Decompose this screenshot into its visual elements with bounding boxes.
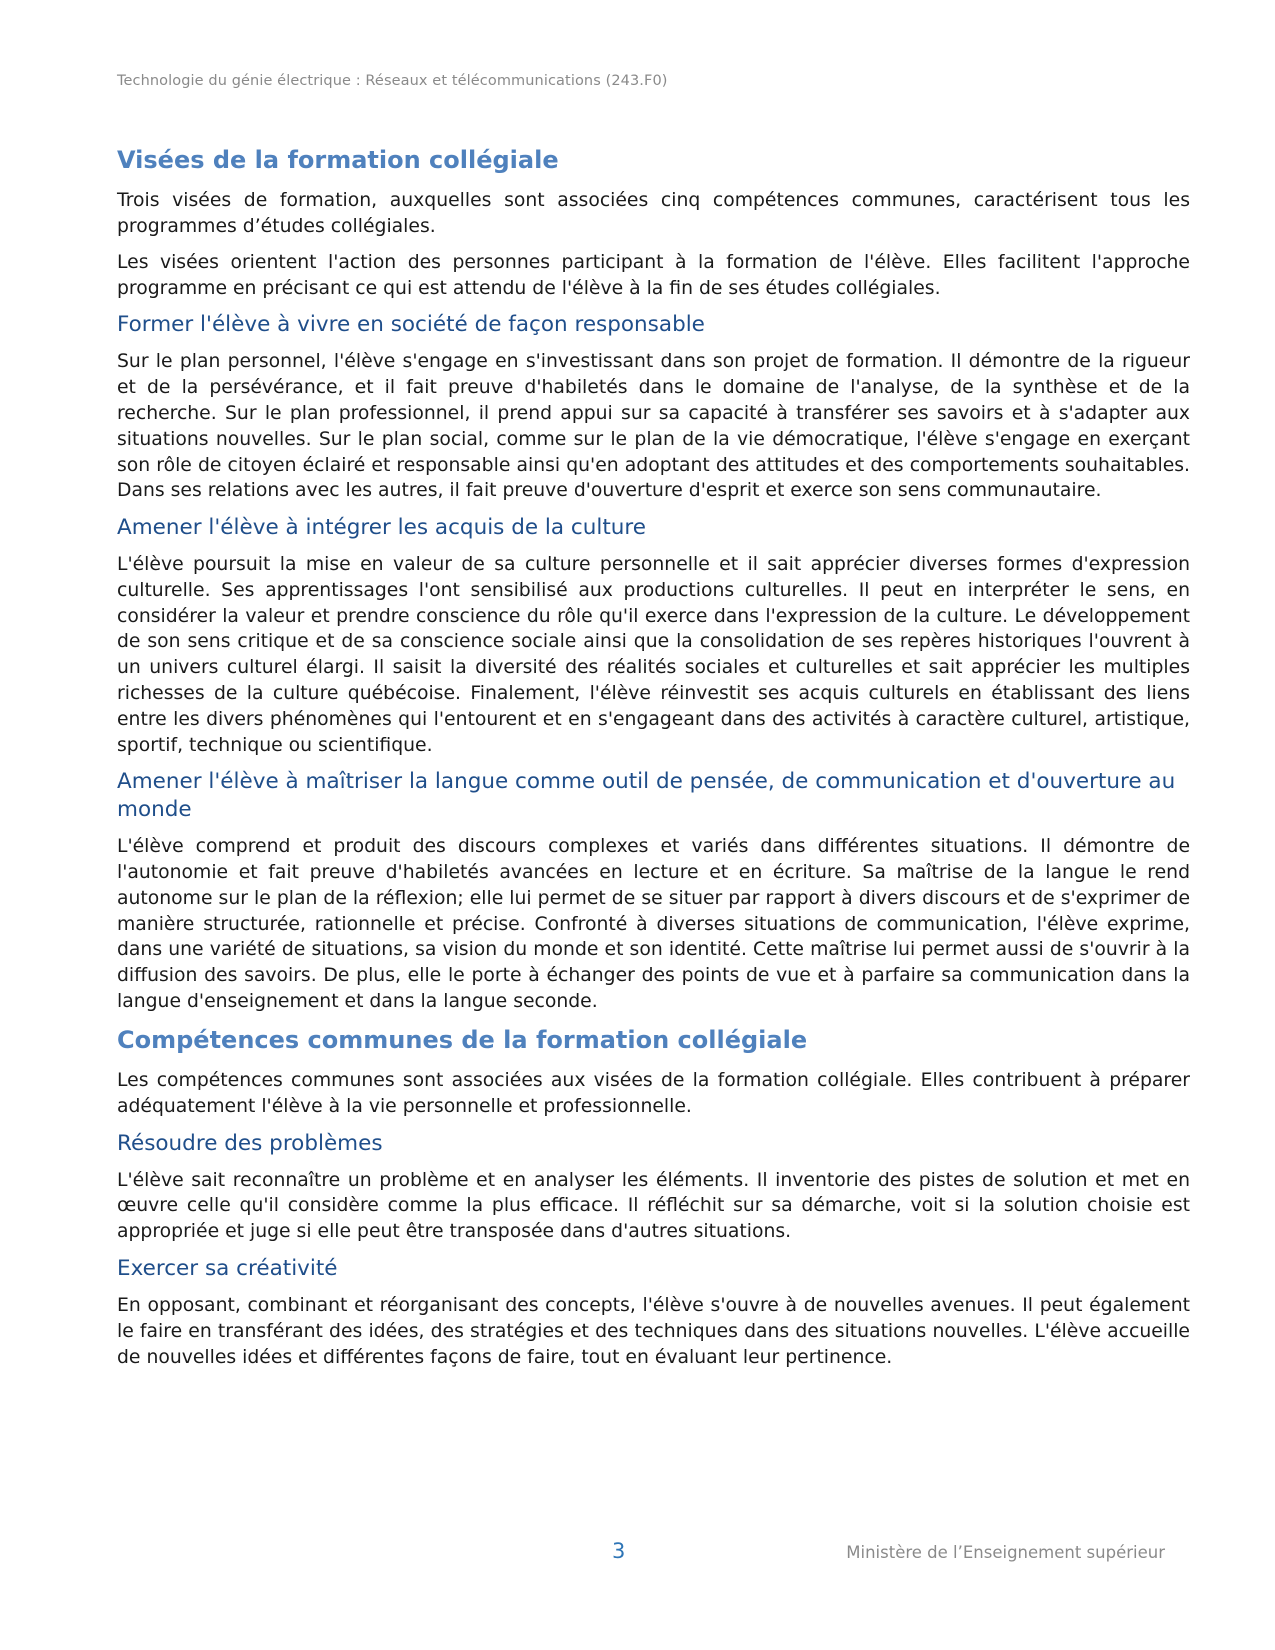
paragraph-visees-orientation: Les visées orientent l'action des personnes participant à la formation de l'élève. Elles facilitent l'approche programme en précisant ce qui est attendu de l'élève à la fin de ses études collégiales. (117, 251, 1190, 299)
page-number: 3 (612, 1539, 626, 1563)
paragraph-exercer-creativite: En opposant, combinant et réorganisant des concepts, l'élève s'ouvre à de nouvelles avenues. Il peut également le faire en transférant des idées, des stratégies et des techniques dans des situations nouvelles. L'élève accueille de nouvelles idées et différentes façons de faire, tout en évaluant leur pertinence. (117, 1294, 1190, 1368)
section-heading-competences: Compétences communes de la formation collégiale (117, 1025, 808, 1054)
running-header: Technologie du génie électrique : Réseaux et télécommunications (243.F0) (117, 73, 668, 89)
subheading-resoudre-problemes: Résoudre des problèmes (117, 1130, 383, 1156)
subheading-exercer-creativite: Exercer sa créativité (117, 1255, 338, 1281)
paragraph-resoudre-problemes: L'élève sait reconnaître un problème et en analyser les éléments. Il inventorie des pistes de solution et met en œuvre celle qu'il considère comme la plus efficace. Il réfléchit sur sa démarche, voit si la solution choisie est appropriée et juge si elle peut être transposée dans d'autres situations. (117, 1169, 1190, 1243)
paragraph-acquis-culture: L'élève poursuit la mise en valeur de sa culture personnelle et il sait apprécier diverses formes d'expression culturelle. Ses apprentissages l'ont sensibilisé aux productions culturelles. Il peut en interpréter le sens, en considérer la valeur et prendre conscience du rôle qu'il exerce dans l'expression de la culture. Le développement de son sens critique et de sa conscience sociale ainsi que la consolidation de ses repères historiques l'ouvrent à un univers culturel élargi. Il saisit la diversité des réalités sociales et culturelles et sait apprécier les multiples richesses de la culture québécoise. Finalement, l'élève réinvestit ses acquis culturels en établissant des liens entre les divers phénomènes qui l'entourent et en s'engageant dans des activités à caractère culturel, artistique, sportif, technique ou scientifique. (117, 554, 1190, 756)
paragraph-competences-intro: Les compétences communes sont associées aux visées de la formation collégiale. Elles contribuent à préparer adéquatement l'élève à la vie personnelle et professionnelle. (117, 1070, 1190, 1117)
section-heading-visees: Visées de la formation collégiale (117, 146, 559, 174)
page-content (117, 145, 1190, 1380)
subheading-former-societe: Former l'élève à vivre en société de façon responsable (117, 312, 705, 338)
subheading-maitrise-langue: Amener l'élève à maîtriser la langue comme outil de pensée, de communication et d'ouverture au monde (117, 769, 1176, 823)
subheading-acquis-culture: Amener l'élève à intégrer les acquis de la culture (117, 515, 646, 541)
paragraph-visees-intro: Trois visées de formation, auxquelles sont associées cinq compétences communes, caractérisent tous les programmes d’études collégiales. (117, 190, 1190, 237)
paragraph-maitrise-langue: L'élève comprend et produit des discours complexes et variés dans différentes situations. Il démontre de l'autonomie et fait preuve d'habiletés avancées en lecture et en écriture. Sa maîtrise de la langue le rend autonome sur le plan de la réflexion; elle lui permet de se situer par rapport à divers discours et de s'exprimer de manière structurée, rationnelle et précise. Confronté à diverses situations de communication, l'élève exprime, dans une variété de situations, sa vision du monde et son identité. Cette maîtrise lui permet aussi de s'ouvrir à la diffusion des savoirs. De plus, elle le porte à échanger des points de vue et à parfaire sa communication dans la langue d'enseignement et dans la langue seconde. (117, 836, 1190, 1013)
paragraph-former-societe: Sur le plan personnel, l'élève s'engage en s'investissant dans son projet de formation. Il démontre de la rigueur et de la persévérance, et il fait preuve d'habiletés dans le domaine de l'analyse, de la synthèse et de la recherche. Sur le plan professionnel, il prend appui sur sa capacité à transférer ses savoirs et à s'adapter aux situations nouvelles. Sur le plan social, comme sur le plan de la vie démocratique, l'élève s'engage en exerçant son rôle de citoyen éclairé et responsable ainsi qu'en adoptant des attitudes et des comportements souhaitables. Dans ses relations avec les autres, il fait preuve d'ouverture d'esprit et exerce son sens communautaire. (117, 351, 1190, 502)
footer-ministry: Ministère de l’Enseignement supérieur (846, 1543, 1165, 1562)
